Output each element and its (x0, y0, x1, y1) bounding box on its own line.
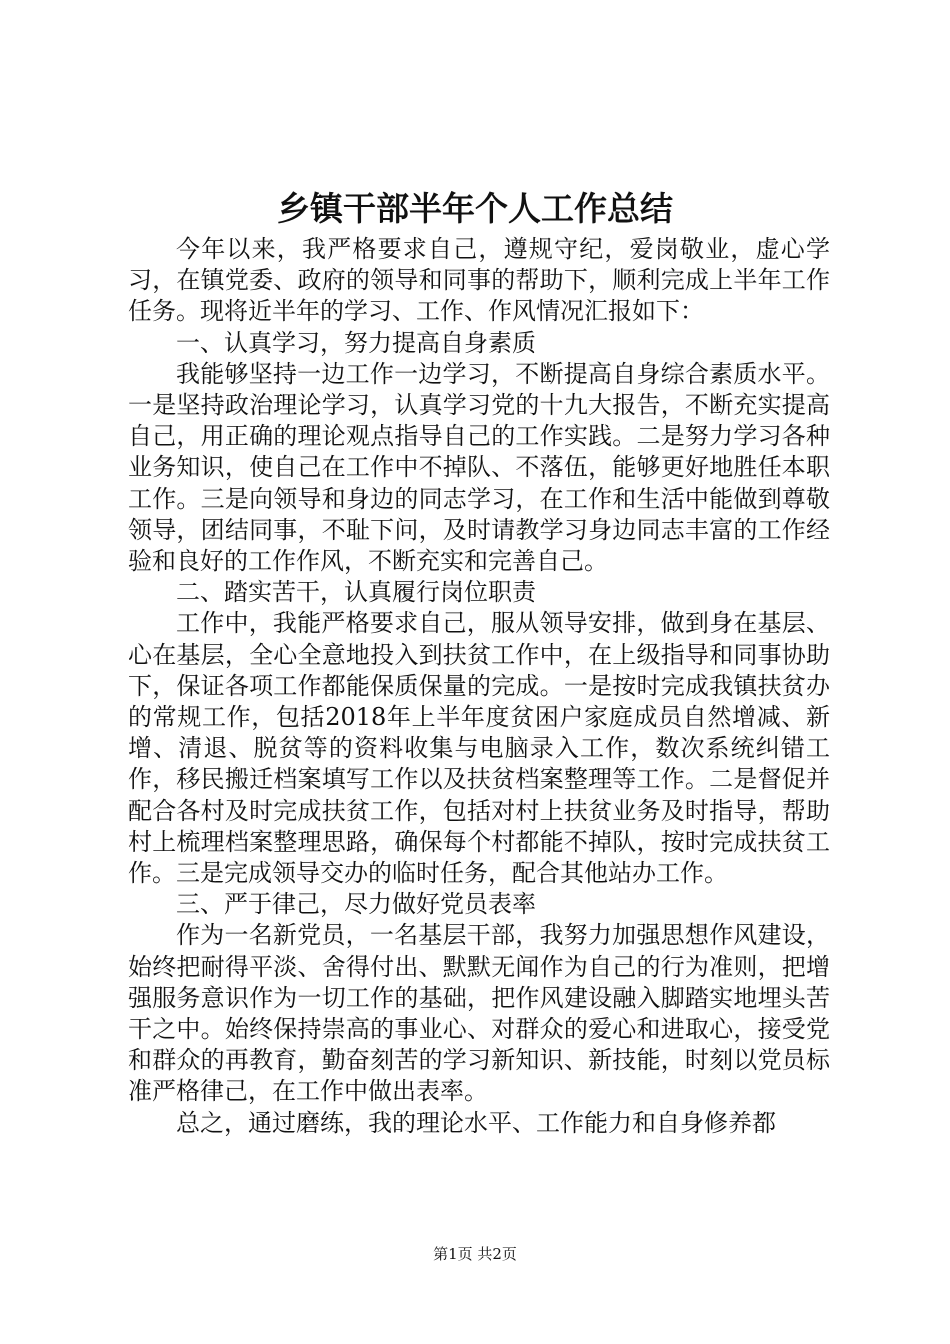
page-footer: 第1页 共2页 (433, 1245, 517, 1263)
section-heading-3: 三、严于律己，尽力做好党员表率 (176, 890, 536, 919)
document-title: 乡镇干部半年个人工作总结 (277, 189, 673, 228)
paragraph-summary: 总之，通过磨练，我的理论水平、工作能力和自身修养都 (176, 1108, 776, 1137)
paragraph-conduct: 作为一名新党员，一名基层干部，我努力加强思想作风建设，始终把耐得平淡、舍得付出、默默无闻作为自己的行为准则，把增强服务意识作为一切工作的基础，把作风建设融入脚踏实地埋头苦干之中。始终保持崇高的事业心、对群众的爱心和进取心，接受党和群众的再教育，勤奋刻苦的学习新知识、新技能，时刻以党员标准严格律己，在工作中做出表率。 (128, 921, 830, 1106)
paragraph-work: 工作中，我能严格要求自己，服从领导安排，做到身在基层、心在基层，全心全意地投入到扶贫工作中，在上级指导和同事协助下，保证各项工作都能保质保量的完成。一是按时完成我镇扶贫办的常规工作，包括2018年上半年度贫困户家庭成员自然增减、新增、清退、脱贫等的资料收集与电脑录入工作，数次系统纠错工作，移民搬迁档案填写工作以及扶贫档案整理等工作。二是督促并配合各村及时完成扶贫工作，包括对村上扶贫业务及时指导，帮助村上梳理档案整理思路，确保每个村都能不掉队，按时完成扶贫工作。三是完成领导交办的临时任务，配合其他站办工作。 (128, 609, 830, 888)
section-heading-1: 一、认真学习，努力提高自身素质 (176, 328, 536, 357)
document-body (128, 234, 830, 1139)
paragraph-study: 我能够坚持一边工作一边学习，不断提高自身综合素质水平。一是坚持政治理论学习，认真学习党的十九大报告，不断充实提高自己，用正确的理论观点指导自己的工作实践。二是努力学习各种业务知识，使自己在工作中不掉队、不落伍，能够更好地胜任本职工作。三是向领导和身边的同志学习，在工作和生活中能做到尊敬领导，团结同事，不耻下问，及时请教学习身边同志丰富的工作经验和良好的工作作风，不断充实和完善自己。 (128, 359, 830, 576)
paragraph-intro: 今年以来，我严格要求自己，遵规守纪，爱岗敬业，虚心学习，在镇党委、政府的领导和同事的帮助下，顺利完成上半年工作任务。现将近半年的学习、工作、作风情况汇报如下： (128, 235, 830, 326)
section-heading-2: 二、踏实苦干，认真履行岗位职责 (176, 578, 536, 607)
